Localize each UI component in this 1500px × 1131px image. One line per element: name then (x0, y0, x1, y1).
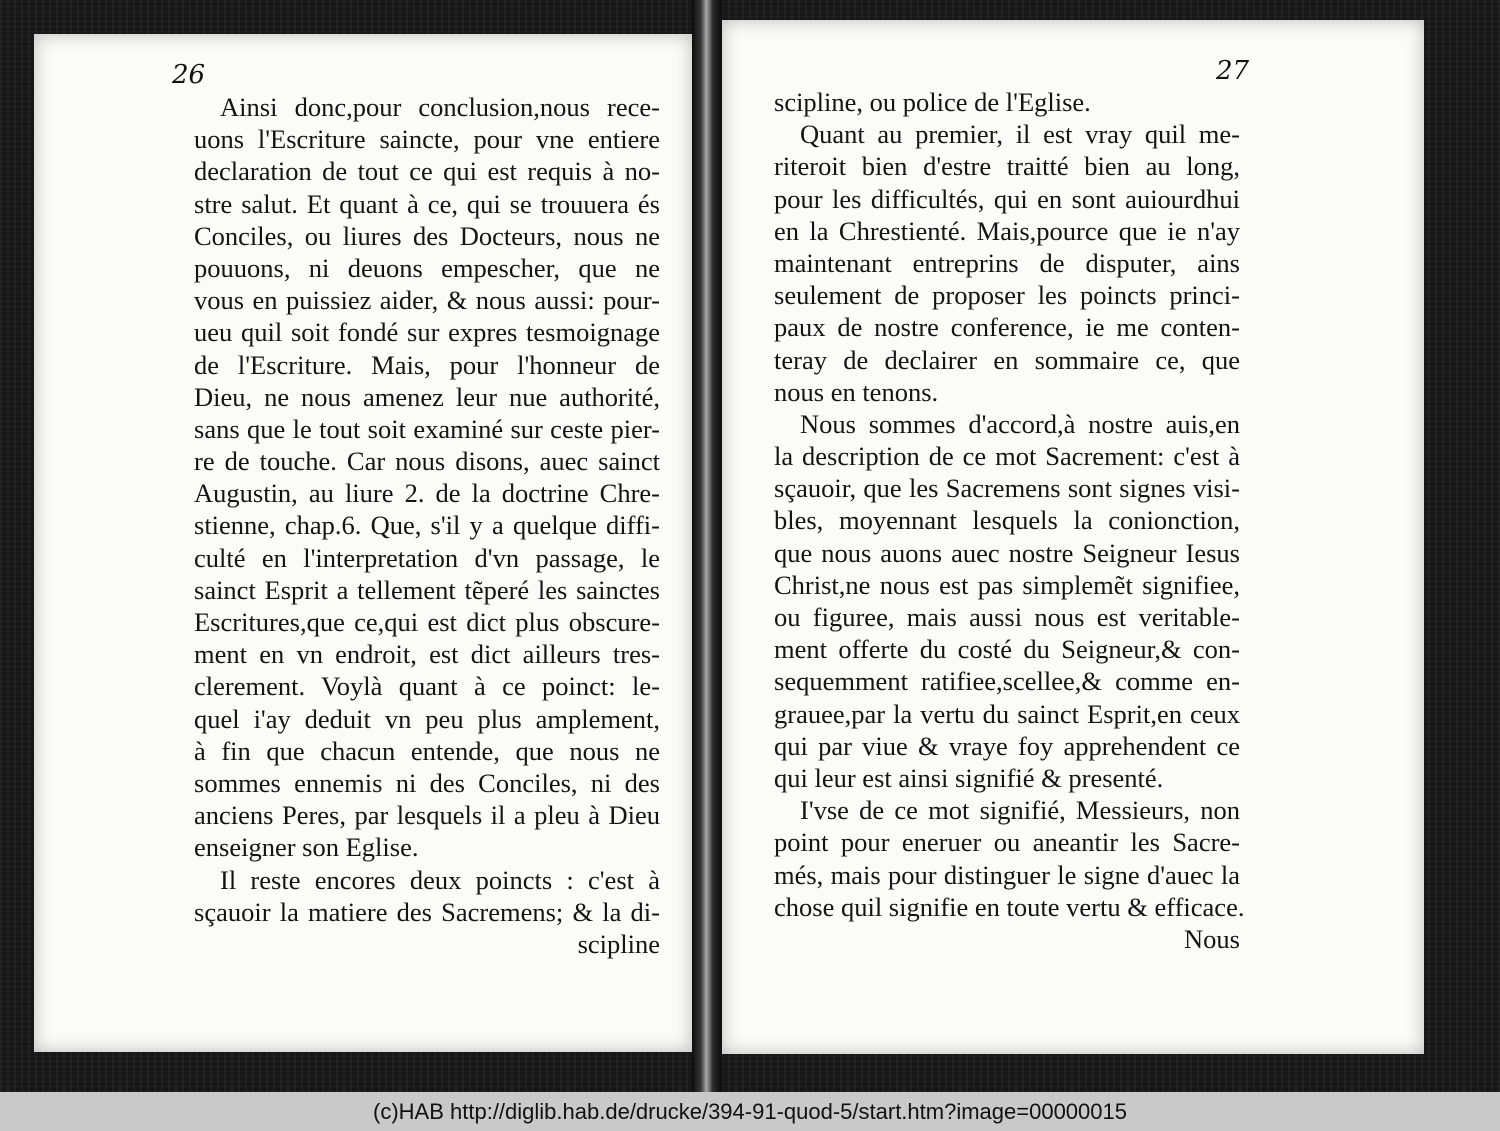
catchword: Nous (1184, 923, 1240, 954)
text-line: sçauoir la matiere des Sacremens; & la di- (194, 896, 660, 927)
text-line: que nous auons auec nostre Seigneur Iesus (774, 537, 1240, 568)
text-line: sainct Esprit a tellement tẽperé les sainctes (194, 574, 660, 605)
text-line: ueu quil soit fondé sur expres tesmoignage (194, 317, 660, 348)
text-line: vous en puissiez aider, & nous aussi: pour- (194, 285, 660, 316)
left-page-text (194, 91, 660, 960)
text-line: pouuons, ni deuons empescher, que ne (194, 252, 660, 283)
text-line: sans que le tout soit examiné sur ceste pier- (194, 413, 660, 444)
text-line: ou figuree, mais aussi nous est veritable- (774, 602, 1240, 632)
text-line: point pour eneruer ou aneantir les Sacre- (774, 827, 1240, 858)
text-line: riteroit bien d'estre traitté bien au long, (774, 151, 1240, 182)
text-line: sommes ennemis ni des Conciles, ni des (194, 767, 660, 798)
text-line: Quant au premier, il est vray quil me- (800, 119, 1240, 150)
text-line: uons l'Escriture saincte, pour vne entiere (194, 124, 660, 155)
text-line: ment en vn endroit, est dict ailleurs tres- (194, 639, 660, 670)
text-line: à fin que chacun entende, que nous ne (194, 735, 660, 766)
text-line: bles, moyennant lesquels la conionction, (774, 505, 1240, 536)
text-line: en la Chrestienté. Mais,pource que ie n'ay (774, 215, 1240, 246)
text-line: grauee,par la vertu du sainct Esprit,en ceux (774, 698, 1240, 729)
text-line: ment offerte du costé du Seigneur,& con- (774, 634, 1240, 665)
page-number-left: 26 (172, 60, 206, 90)
text-line: declaration de tout ce qui est requis à no- (194, 156, 660, 187)
page-number-right: 27 (1216, 56, 1250, 86)
text-line: scipline, ou police de l'Eglise. (774, 87, 1091, 117)
text-line: pour les difficultés, qui en sont auiourdhui (774, 183, 1240, 214)
text-line: Il reste encores deux poincts : c'est à (220, 864, 660, 895)
book-gutter (692, 0, 722, 1092)
text-line: nous en tenons. (774, 376, 939, 407)
text-line: Ainsi donc,pour conclusion,nous rece- (220, 92, 660, 122)
text-line: chose quil signifie en toute vertu & efficace. (774, 891, 1245, 922)
text-line: seulement de proposer les poincts princi- (774, 280, 1240, 311)
text-line: sequemment ratifiee,scellee,& comme en- (774, 666, 1240, 697)
text-line: Conciles, ou liures des Docteurs, nous ne (194, 220, 660, 251)
text-line: Dieu, ne nous amenez leur nue authorité, (194, 381, 660, 412)
text-line: maintenant entreprins de disputer, ains (774, 247, 1240, 278)
text-line: qui leur est ainsi signifié & presenté. (774, 762, 1164, 793)
text-line: més, mais pour distinguer le signe d'auec la (774, 859, 1240, 890)
text-line: clerement. Voylà quant à ce poinct: le- (194, 671, 660, 702)
text-line: Nous sommes d'accord,à nostre auis,en (800, 408, 1240, 439)
text-line: Christ,ne nous est pas simplemẽt signifiee, (774, 569, 1240, 600)
text-line: la description de ce mot Sacrement: c'est à (774, 441, 1240, 472)
text-line: re de touche. Car nous disons, auec sainct (194, 446, 660, 477)
text-line: Escritures,que ce,qui est dict plus obscure- (194, 607, 660, 637)
text-line: sçauoir, que les Sacremens sont signes visi- (774, 473, 1240, 504)
text-line: qui par viue & vraye foy apprehendent ce (774, 730, 1240, 761)
text-line: anciens Peres, par lesquels il a pleu à Dieu (194, 800, 660, 831)
catchword: scipline (577, 928, 660, 959)
text-line: de l'Escriture. Mais, pour l'honneur de (194, 349, 660, 380)
text-line: stre salut. Et quant à ce, qui se trouuera és (194, 188, 660, 219)
copyright-footer (0, 1092, 1500, 1131)
right-page-text (774, 86, 1245, 955)
text-line: paux de nostre conference, ie me conten- (774, 312, 1240, 343)
copyright-url-text: (c)HAB http://diglib.hab.de/drucke/394-91-quod-5/start.htm?image=00000015 (373, 1099, 1127, 1124)
text-line: Augustin, au liure 2. de la doctrine Chre- (194, 478, 660, 509)
text-line: I'vse de ce mot signifié, Messieurs, non (800, 795, 1240, 826)
text-line: teray de declairer en sommaire ce, que (774, 344, 1240, 375)
text-line: quel i'ay deduit vn peu plus amplement, (194, 703, 660, 734)
text-line: culté en l'interpretation d'vn passage, le (194, 542, 660, 573)
text-line: enseigner son Eglise. (194, 832, 419, 863)
text-line: stienne, chap.6. Que, s'il y a quelque diffi- (194, 510, 660, 541)
